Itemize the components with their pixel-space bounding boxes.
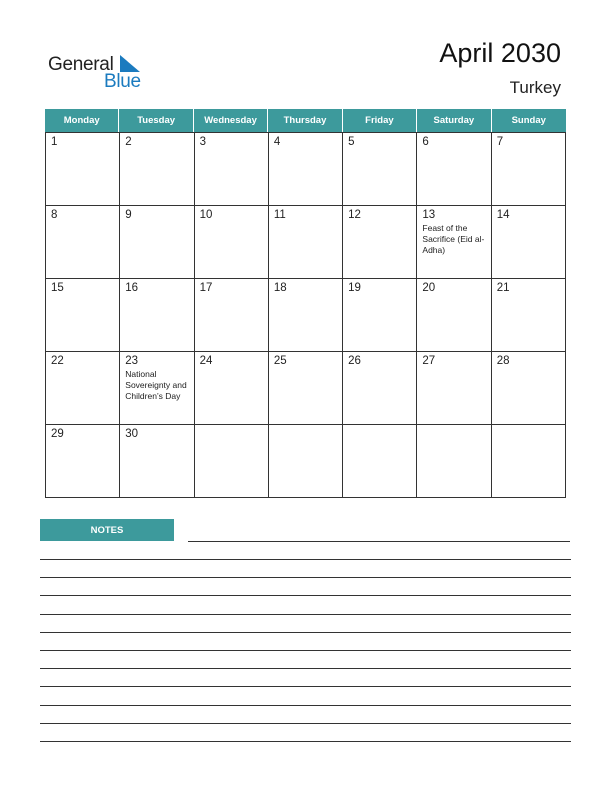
day-cell [120,352,194,424]
day-number: 12 [348,209,361,221]
day-cell [120,206,194,278]
day-cell [46,425,120,497]
weekday-friday: Friday [343,109,417,132]
day-number: 4 [273,136,281,148]
weekday-monday: Monday [45,109,119,132]
day-cell [120,425,194,497]
notes-line [40,614,571,615]
day-number: 10 [199,209,213,221]
day-cell [120,279,194,351]
generalblue-logo [48,52,158,92]
week-row [46,278,566,351]
day-cell [46,133,120,205]
day-number: 1 [51,136,58,148]
day-cell [120,133,194,205]
calendar-title: April 2030 [439,38,561,68]
day-cell [343,425,417,497]
day-number: 11 [273,209,286,221]
day-number: 18 [273,282,287,294]
notes-line [40,741,571,742]
calendar-grid [45,109,566,498]
day-number: 6 [422,136,429,148]
weekday-thursday: Thursday [268,109,342,132]
notes-line [40,595,571,596]
weekday-header-row [45,109,566,132]
logo-text-blue: Blue [104,71,141,92]
day-cell [269,425,343,497]
day-cell [46,206,120,278]
week-row [46,132,566,205]
notes-line [40,559,571,560]
day-number: 29 [51,428,64,440]
day-number: 13 [422,209,436,221]
day-cell [417,133,491,205]
day-number: 14 [496,209,510,221]
day-cell [343,133,417,205]
day-cell [343,352,417,424]
day-cell [417,206,491,278]
day-cell [343,279,417,351]
day-number: 24 [199,355,213,367]
week-row [46,205,566,278]
day-number: 20 [422,282,436,294]
day-number: 2 [125,136,132,148]
day-cell [269,133,343,205]
weekday-wednesday: Wednesday [194,109,268,132]
day-cell [269,279,343,351]
day-number: 7 [496,136,504,148]
day-number: 17 [199,282,213,294]
day-number: 3 [199,136,206,148]
day-number: 28 [496,355,510,367]
day-cell [195,425,269,497]
day-cell [492,352,566,424]
day-cell [492,133,566,205]
week-row [46,351,566,424]
day-cell [417,352,491,424]
day-cell [417,279,491,351]
day-number: 21 [496,282,510,294]
day-cell [195,133,269,205]
day-number: 30 [125,428,139,440]
weekday-tuesday: Tuesday [119,109,193,132]
notes-line [40,686,571,687]
notes-label: NOTES [40,519,174,541]
day-cell [195,206,269,278]
day-cell [195,352,269,424]
day-number: 8 [51,209,58,221]
day-cell [46,352,120,424]
day-number: 9 [125,209,132,221]
notes-line [40,705,571,706]
day-cell [492,279,566,351]
day-number: 16 [125,282,139,294]
logo-triangle-icon [120,55,140,72]
day-cell [343,206,417,278]
day-number: 5 [348,136,355,148]
day-number: 27 [422,355,436,367]
day-cell [269,352,343,424]
notes-line [40,577,571,578]
day-cell [492,206,566,278]
day-number: 23 [125,355,139,367]
holiday-label: Feast of the Sacrifice (Eid al-Adha) [422,223,485,255]
day-number: 19 [348,282,361,294]
notes-line [40,632,571,633]
calendar-country: Turkey [509,78,561,97]
day-cell [269,206,343,278]
day-cell [417,425,491,497]
weekday-saturday: Saturday [417,109,491,132]
day-number: 15 [51,282,64,294]
day-number: 25 [273,355,287,367]
calendar-body [45,132,566,498]
weekday-sunday: Sunday [511,115,546,126]
week-row [46,424,566,497]
notes-line [40,650,571,651]
logo-text-general: General [48,54,114,75]
holiday-label: National Sovereignty and Children’s Day [125,369,187,401]
day-number: 26 [348,355,361,367]
day-cell [492,425,566,497]
day-cell [195,279,269,351]
notes-line [40,668,571,669]
day-cell [46,279,120,351]
notes-line [40,723,571,724]
day-number: 22 [51,355,64,367]
notes-line [188,541,570,542]
